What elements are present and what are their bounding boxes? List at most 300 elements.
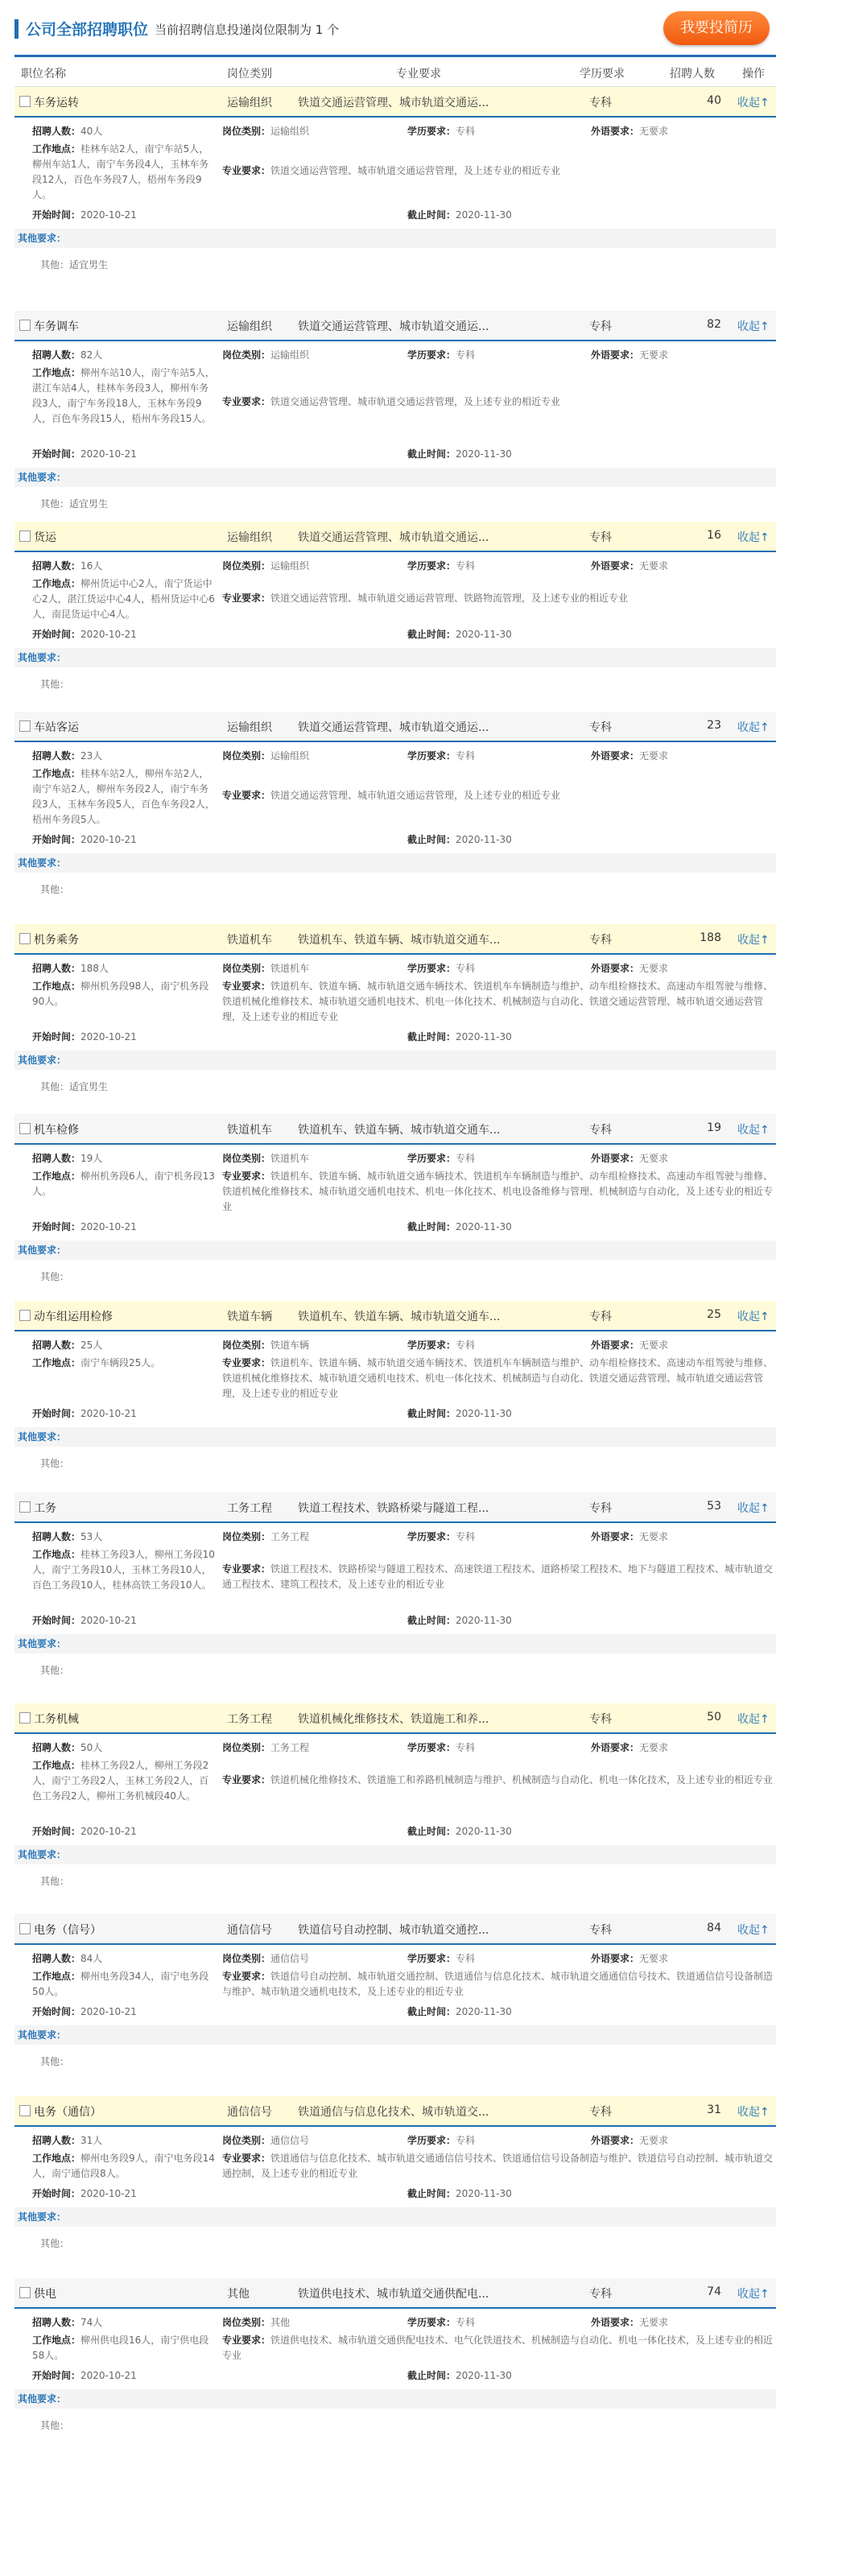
detail-count-label: 招聘人数： (32, 126, 81, 137)
detail-education-value: 专科 (456, 963, 476, 974)
detail-work-value: 桂林车站2人，南宁车站5人，柳州车站1人，南宁车务段4人，玉林车务段12人，百色车务段7人，梧州车务段9人。 (32, 143, 209, 200)
other-requirements (40, 1269, 69, 1283)
job-checkbox[interactable] (19, 1310, 31, 1321)
collapse-link[interactable]: 收起↑ (737, 320, 770, 333)
job-count: 74 (707, 2285, 721, 2298)
other-requirements-header: 其他要求： (14, 1427, 776, 1447)
job-count: 82 (707, 318, 721, 331)
detail-major (222, 979, 776, 1025)
detail-category-label: 岗位类别： (222, 1742, 271, 1753)
detail-count-label: 招聘人数： (32, 750, 81, 762)
job-name: 工务机械 (34, 1713, 79, 1726)
detail-language-label: 外语要求： (591, 560, 640, 572)
other-value: 适宜男生 (69, 498, 109, 510)
detail-line-dates (14, 1220, 776, 1237)
detail-category-value: 其他 (270, 2317, 291, 2328)
table-row[interactable] (14, 87, 776, 118)
detail-category (222, 1151, 309, 1166)
detail-category-value: 铁道机车 (270, 963, 310, 974)
detail-education-label: 学历要求： (407, 126, 456, 137)
collapse-link[interactable]: 收起↑ (737, 97, 770, 109)
detail-language (591, 961, 668, 976)
detail-line-summary (14, 2315, 776, 2333)
table-row[interactable] (14, 924, 776, 955)
job-education: 专科 (589, 320, 612, 333)
detail-category-label: 岗位类别： (222, 1153, 271, 1164)
detail-line-dates (14, 627, 776, 645)
detail-work-value: 柳州机务段98人，南宁机务段90人。 (32, 980, 209, 1007)
detail-count (32, 348, 217, 363)
detail-major (222, 1969, 776, 2000)
job-category: 通信信号 (227, 2106, 272, 2119)
detail-line-summary (14, 1530, 776, 1547)
detail-start-label: 开始时间： (32, 1221, 81, 1232)
detail-start (32, 627, 217, 642)
other-value: 适宜男生 (69, 259, 109, 270)
detail-education-label: 学历要求： (407, 560, 456, 572)
job-education: 专科 (589, 2106, 612, 2119)
detail-end-label: 截止时间： (407, 1031, 456, 1042)
limit-note: 当前招聘信息投递岗位限制为 1 个 (155, 23, 340, 37)
col-header-count: 招聘人数 (670, 68, 715, 80)
detail-language (591, 1740, 668, 1756)
detail-work-location (32, 2151, 217, 2182)
job-checkbox[interactable] (19, 933, 31, 944)
other-requirements (40, 1874, 69, 1888)
job-checkbox[interactable] (19, 1923, 31, 1934)
detail-end-label: 截止时间： (407, 1615, 456, 1626)
detail-major-label: 专业要求： (222, 592, 271, 604)
col-header-education: 学历要求 (580, 68, 625, 80)
detail-start-label: 开始时间： (32, 1826, 81, 1837)
detail-education-label: 学历要求： (407, 1153, 456, 1164)
detail-start (32, 1220, 217, 1235)
table-row[interactable] (14, 311, 776, 341)
other-requirements-header: 其他要求： (14, 853, 776, 873)
job-major-short: 铁道交通运营管理、城市轨道交通运... (298, 320, 489, 333)
detail-end (407, 1824, 512, 1839)
detail-language-label: 外语要求： (591, 1340, 640, 1351)
table-row[interactable] (14, 1492, 776, 1523)
job-education: 专科 (589, 531, 612, 544)
detail-end-label: 截止时间： (407, 209, 456, 221)
detail-end-label: 截止时间： (407, 2370, 456, 2381)
detail-education (407, 1951, 475, 1967)
detail-major-value: 铁道信号自动控制、城市轨道交通控制、铁道通信与信息化技术、城市轨道交通通信信号技术、铁道通信信号设备制造与维护、城市轨道交通机电技术，及上述专业的相近专业 (222, 1971, 774, 1997)
job-block (14, 87, 776, 311)
detail-major-value: 铁道通信与信息化技术、城市轨道交通通信信号技术、铁道通信信号设备制造与维护、铁道信号自动控制、城市轨道交通控制，及上述专业的相近专业 (222, 2153, 774, 2179)
detail-start-label: 开始时间： (32, 834, 81, 845)
job-checkbox[interactable] (19, 1123, 31, 1134)
detail-line-summary (14, 2133, 776, 2151)
submit-resume-button[interactable]: 我要投简历 (663, 11, 770, 45)
detail-work-label: 工作地点： (32, 2153, 81, 2164)
other-requirements (40, 1080, 108, 1093)
job-category: 运输组织 (227, 531, 272, 544)
detail-work-location (32, 979, 217, 1009)
job-count: 31 (707, 2103, 721, 2116)
detail-language (591, 1338, 668, 1353)
detail-category (222, 124, 309, 139)
detail-count-label: 招聘人数： (32, 1953, 81, 1964)
detail-start-label: 开始时间： (32, 448, 81, 460)
job-detail (14, 1523, 776, 1676)
other-requirements-header: 其他要求： (14, 468, 776, 487)
job-major-short: 铁道通信与信息化技术、城市轨道交... (298, 2106, 489, 2119)
collapse-link[interactable]: 收起↑ (737, 1502, 770, 1515)
detail-line-dates (14, 2186, 776, 2204)
table-row[interactable] (14, 522, 776, 552)
detail-count-value: 40人 (80, 126, 103, 137)
detail-count-value: 74人 (80, 2317, 103, 2328)
detail-education (407, 961, 475, 976)
detail-start-value: 2020-10-21 (80, 448, 137, 460)
collapse-link[interactable]: 收起↑ (737, 1924, 770, 1937)
detail-line-location-major (14, 1356, 776, 1406)
detail-end (407, 1220, 512, 1235)
detail-major-value: 铁道机车、铁道车辆、城市轨道交通车辆技术、铁道机车车辆制造与维护、动车组检修技术、高速动车组驾驶与维修、铁道机械化维修技术、城市轨道交通机电技术、机电一体化技术、机电设备维修与管理、机械制造与自动化，及上述专业的相近专业 (222, 1170, 774, 1212)
job-checkbox[interactable] (19, 2105, 31, 2116)
job-category: 通信信号 (227, 1924, 272, 1937)
job-education: 专科 (589, 1924, 612, 1937)
detail-start (32, 2186, 217, 2202)
detail-category-label: 岗位类别： (222, 560, 271, 572)
detail-language-value: 无要求 (639, 1153, 669, 1164)
col-header-major: 专业要求 (396, 68, 441, 80)
detail-education-label: 学历要求： (407, 1340, 456, 1351)
detail-work-value: 柳州车站10人，南宁车站5人，湛江车站4人，桂林车务段3人，柳州车务段3人，南宁车务段18人，玉林车务段9人，百色车务段15人，梧州车务段15人。 (32, 367, 215, 424)
detail-language-value: 无要求 (639, 349, 669, 361)
other-requirements-header: 其他要求： (14, 2389, 776, 2409)
detail-major-label: 专业要求： (222, 165, 271, 176)
detail-category-label: 岗位类别： (222, 1340, 271, 1351)
detail-category-value: 铁道机车 (270, 1153, 310, 1164)
detail-language-value: 无要求 (639, 963, 669, 974)
collapse-link[interactable]: 收起↑ (737, 1713, 770, 1726)
detail-end-value: 2020-11-30 (456, 2370, 512, 2381)
job-name: 供电 (34, 2288, 56, 2301)
detail-language (591, 2315, 668, 2330)
detail-line-location-major (14, 1169, 776, 1220)
detail-count-value: 19人 (80, 1153, 103, 1164)
other-requirements-header: 其他要求： (14, 2207, 776, 2227)
detail-start (32, 208, 217, 223)
detail-start (32, 1406, 217, 1422)
detail-start-value: 2020-10-21 (80, 2370, 137, 2381)
detail-major (222, 1773, 776, 1788)
detail-major-value: 铁道工程技术、铁路桥梁与隧道工程技术、高速铁道工程技术、道路桥梁工程技术、地下与隧道工程技术、城市轨道交通工程技术、建筑工程技术，及上述专业的相近专业 (222, 1563, 774, 1590)
table-row[interactable] (14, 2096, 776, 2127)
job-education: 专科 (589, 2288, 612, 2301)
detail-start (32, 2368, 217, 2384)
job-detail (14, 552, 776, 690)
detail-major (222, 2151, 776, 2182)
detail-category-label: 岗位类别： (222, 349, 271, 361)
job-education: 专科 (589, 1713, 612, 1726)
detail-line-dates (14, 1406, 776, 1424)
detail-language-label: 外语要求： (591, 2317, 640, 2328)
detail-end-value: 2020-11-30 (456, 2006, 512, 2017)
detail-start (32, 1030, 217, 1045)
detail-count-label: 招聘人数： (32, 349, 81, 361)
detail-category-label: 岗位类别： (222, 2317, 271, 2328)
job-detail (14, 1734, 776, 1887)
job-category: 其他 (227, 2288, 250, 2301)
job-checkbox[interactable] (19, 720, 31, 732)
job-block (14, 522, 776, 712)
detail-category (222, 1740, 309, 1756)
job-detail (14, 742, 776, 895)
detail-count (32, 1338, 217, 1353)
detail-start-value: 2020-10-21 (80, 1408, 137, 1419)
detail-start-value: 2020-10-21 (80, 2006, 137, 2017)
detail-category-label: 岗位类别： (222, 750, 271, 762)
job-detail (14, 1945, 776, 2067)
table-row[interactable] (14, 1301, 776, 1331)
detail-work-label: 工作地点： (32, 143, 81, 155)
detail-category-label: 岗位类别： (222, 126, 271, 137)
detail-line-summary (14, 1951, 776, 1969)
detail-start-label: 开始时间： (32, 1408, 81, 1419)
job-education: 专科 (589, 97, 612, 109)
detail-end-label: 截止时间： (407, 2006, 456, 2017)
detail-work-label: 工作地点： (32, 367, 81, 378)
detail-line-location-major (14, 1969, 776, 2004)
detail-education (407, 559, 475, 574)
table-row[interactable] (14, 2278, 776, 2309)
job-major-short: 铁道工程技术、铁路桥梁与隧道工程... (298, 1502, 489, 1515)
other-requirements (40, 882, 69, 896)
job-block (14, 1492, 776, 1703)
job-name: 车务调车 (34, 320, 79, 333)
detail-end-label: 截止时间： (407, 2188, 456, 2199)
detail-work-value: 桂林车站2人，柳州车站2人，南宁车站2人，柳州车务段2人，南宁车务段3人，玉林车务段5人，百色车务段2人，梧州车务段5人。 (32, 768, 215, 825)
collapse-link[interactable]: 收起↑ (737, 531, 770, 544)
detail-count-value: 25人 (80, 1340, 103, 1351)
detail-work-value: 柳州机务段6人，南宁机务段13人。 (32, 1170, 215, 1197)
job-name: 电务（通信） (34, 2106, 101, 2119)
detail-category (222, 2133, 309, 2149)
detail-education-value: 专科 (456, 2317, 476, 2328)
detail-language-value: 无要求 (639, 1742, 669, 1753)
other-requirements-header: 其他要求： (14, 229, 776, 248)
detail-education (407, 1530, 475, 1545)
detail-category-value: 运输组织 (270, 126, 310, 137)
job-count: 50 (707, 1711, 721, 1724)
detail-education-label: 学历要求： (407, 2317, 456, 2328)
collapse-link[interactable]: 收起↑ (737, 2288, 770, 2301)
detail-language-label: 外语要求： (591, 963, 640, 974)
detail-category-value: 工务工程 (270, 1531, 310, 1542)
detail-end (407, 208, 512, 223)
detail-language-value: 无要求 (639, 1953, 669, 1964)
other-requirements-header: 其他要求： (14, 648, 776, 667)
other-requirements (40, 497, 108, 510)
collapse-link[interactable]: 收起↑ (737, 1311, 770, 1323)
collapse-link[interactable]: 收起↑ (737, 1124, 770, 1137)
detail-major (222, 1562, 776, 1592)
detail-language-value: 无要求 (639, 750, 669, 762)
job-category: 铁道车辆 (227, 1311, 272, 1323)
other-requirements-header: 其他要求： (14, 1845, 776, 1864)
job-detail (14, 1145, 776, 1282)
other-value: 适宜男生 (69, 1081, 109, 1092)
page-header (0, 0, 842, 63)
detail-end-value: 2020-11-30 (456, 834, 512, 845)
job-major-short: 铁道交通运营管理、城市轨道交通运... (298, 97, 489, 109)
job-category: 运输组织 (227, 721, 272, 734)
detail-category-value: 运输组织 (270, 349, 310, 361)
collapse-link[interactable]: 收起↑ (737, 2106, 770, 2119)
job-checkbox[interactable] (19, 1501, 31, 1513)
detail-work-label: 工作地点： (32, 980, 81, 992)
table-row[interactable] (14, 1914, 776, 1945)
detail-education-label: 学历要求： (407, 2135, 456, 2146)
job-block (14, 1114, 776, 1301)
table-row[interactable] (14, 712, 776, 742)
collapse-link[interactable]: 收起↑ (737, 721, 770, 734)
job-checkbox[interactable] (19, 1712, 31, 1724)
detail-work-label: 工作地点： (32, 1971, 81, 1982)
detail-start-label: 开始时间： (32, 2188, 81, 2199)
detail-education-value: 专科 (456, 349, 476, 361)
detail-category-value: 铁道车辆 (270, 1340, 310, 1351)
job-count: 25 (707, 1308, 721, 1321)
detail-count-value: 50人 (80, 1742, 103, 1753)
detail-end-value: 2020-11-30 (456, 1826, 512, 1837)
detail-start (32, 447, 217, 462)
detail-education-value: 专科 (456, 1953, 476, 1964)
job-block (14, 1914, 776, 2096)
detail-education (407, 1338, 475, 1353)
detail-education (407, 749, 475, 764)
other-requirements (40, 2236, 69, 2250)
job-name: 货运 (34, 531, 56, 544)
detail-work-label: 工作地点： (32, 2334, 81, 2346)
detail-start-label: 开始时间： (32, 1031, 81, 1042)
detail-language-label: 外语要求： (591, 1953, 640, 1964)
detail-work-label: 工作地点： (32, 768, 81, 779)
detail-major (222, 163, 776, 179)
detail-line-summary (14, 1338, 776, 1356)
job-detail (14, 2309, 776, 2431)
job-major-short: 铁道交通运营管理、城市轨道交通运... (298, 721, 489, 734)
other-label: 其他： (40, 2420, 70, 2431)
detail-education (407, 124, 475, 139)
detail-education-value: 专科 (456, 1742, 476, 1753)
detail-work-label: 工作地点： (32, 1760, 81, 1771)
job-block (14, 924, 776, 1114)
detail-count (32, 2133, 217, 2149)
detail-language-label: 外语要求： (591, 1153, 640, 1164)
detail-category (222, 1530, 309, 1545)
detail-work-location (32, 1969, 217, 2000)
detail-language (591, 559, 668, 574)
job-block (14, 2096, 776, 2278)
detail-end (407, 1030, 512, 1045)
detail-major-label: 专业要求： (222, 1357, 271, 1368)
job-count: 23 (707, 719, 721, 732)
detail-language-value: 无要求 (639, 560, 669, 572)
detail-line-summary (14, 1151, 776, 1169)
detail-work-value: 桂林工务段2人，柳州工务段2人，南宁工务段2人，玉林工务段2人，百色工务段2人，柳州工务机械段40人。 (32, 1760, 209, 1802)
detail-end (407, 2368, 512, 2384)
other-label: 其他： (40, 679, 70, 690)
detail-start (32, 1824, 217, 1839)
detail-start-label: 开始时间： (32, 629, 81, 640)
detail-work-value: 柳州货运中心2人，南宁货运中心2人，湛江货运中心4人，梧州货运中心6人，南昆货运中心4人。 (32, 578, 215, 620)
detail-line-dates (14, 208, 776, 225)
detail-end-label: 截止时间： (407, 629, 456, 640)
job-rows (14, 87, 776, 2455)
detail-start-value: 2020-10-21 (80, 1221, 137, 1232)
detail-work-label: 工作地点： (32, 1357, 81, 1368)
detail-end-label: 截止时间： (407, 1826, 456, 1837)
job-checkbox[interactable] (19, 320, 31, 331)
job-checkbox[interactable] (19, 530, 31, 542)
other-requirements-header: 其他要求： (14, 1634, 776, 1653)
table-header (14, 55, 776, 87)
collapse-link[interactable]: 收起↑ (737, 934, 770, 947)
job-checkbox[interactable] (19, 2287, 31, 2298)
table-row[interactable] (14, 1114, 776, 1145)
detail-count-label: 招聘人数： (32, 560, 81, 572)
detail-line-location-major (14, 766, 776, 832)
job-education: 专科 (589, 721, 612, 734)
detail-end-value: 2020-11-30 (456, 1221, 512, 1232)
job-block (14, 1703, 776, 1914)
job-count: 53 (707, 1500, 721, 1513)
detail-start-label: 开始时间： (32, 1615, 81, 1626)
other-requirements (40, 677, 69, 691)
detail-education (407, 1740, 475, 1756)
job-major-short: 铁道机车、铁道车辆、城市轨道交通车... (298, 1124, 501, 1137)
detail-work-value: 柳州电务段34人，南宁电务段50人。 (32, 1971, 209, 1997)
detail-major-value: 铁道交通运营管理、城市轨道交通运营管理，及上述专业的相近专业 (270, 165, 561, 176)
detail-end (407, 1613, 512, 1629)
detail-count-value: 16人 (80, 560, 103, 572)
detail-category-label: 岗位类别： (222, 1531, 271, 1542)
job-checkbox[interactable] (19, 96, 31, 107)
col-header-category: 岗位类别 (227, 68, 272, 80)
table-row[interactable] (14, 1703, 776, 1734)
col-header-action: 操作 (742, 68, 765, 80)
detail-major-label: 专业要求： (222, 396, 271, 407)
job-major-short: 铁道机车、铁道车辆、城市轨道交通车... (298, 934, 501, 947)
detail-end (407, 627, 512, 642)
job-block (14, 311, 776, 522)
detail-end (407, 447, 512, 462)
detail-line-location-major (14, 576, 776, 627)
detail-count (32, 1740, 217, 1756)
job-education: 专科 (589, 934, 612, 947)
job-block (14, 712, 776, 924)
detail-end-value: 2020-11-30 (456, 448, 512, 460)
detail-language-label: 外语要求： (591, 2135, 640, 2146)
detail-major-label: 专业要求： (222, 1563, 271, 1575)
other-label: 其他： (40, 2056, 70, 2067)
detail-language-label: 外语要求： (591, 349, 640, 361)
job-name: 工务 (34, 1502, 56, 1515)
job-category: 铁道机车 (227, 1124, 272, 1137)
detail-line-dates (14, 447, 776, 464)
detail-count-value: 23人 (80, 750, 103, 762)
detail-education-label: 学历要求： (407, 1531, 456, 1542)
detail-line-location-major (14, 2151, 776, 2186)
detail-line-location-major (14, 142, 776, 208)
detail-major-label: 专业要求： (222, 2153, 271, 2164)
job-category: 铁道机车 (227, 934, 272, 947)
